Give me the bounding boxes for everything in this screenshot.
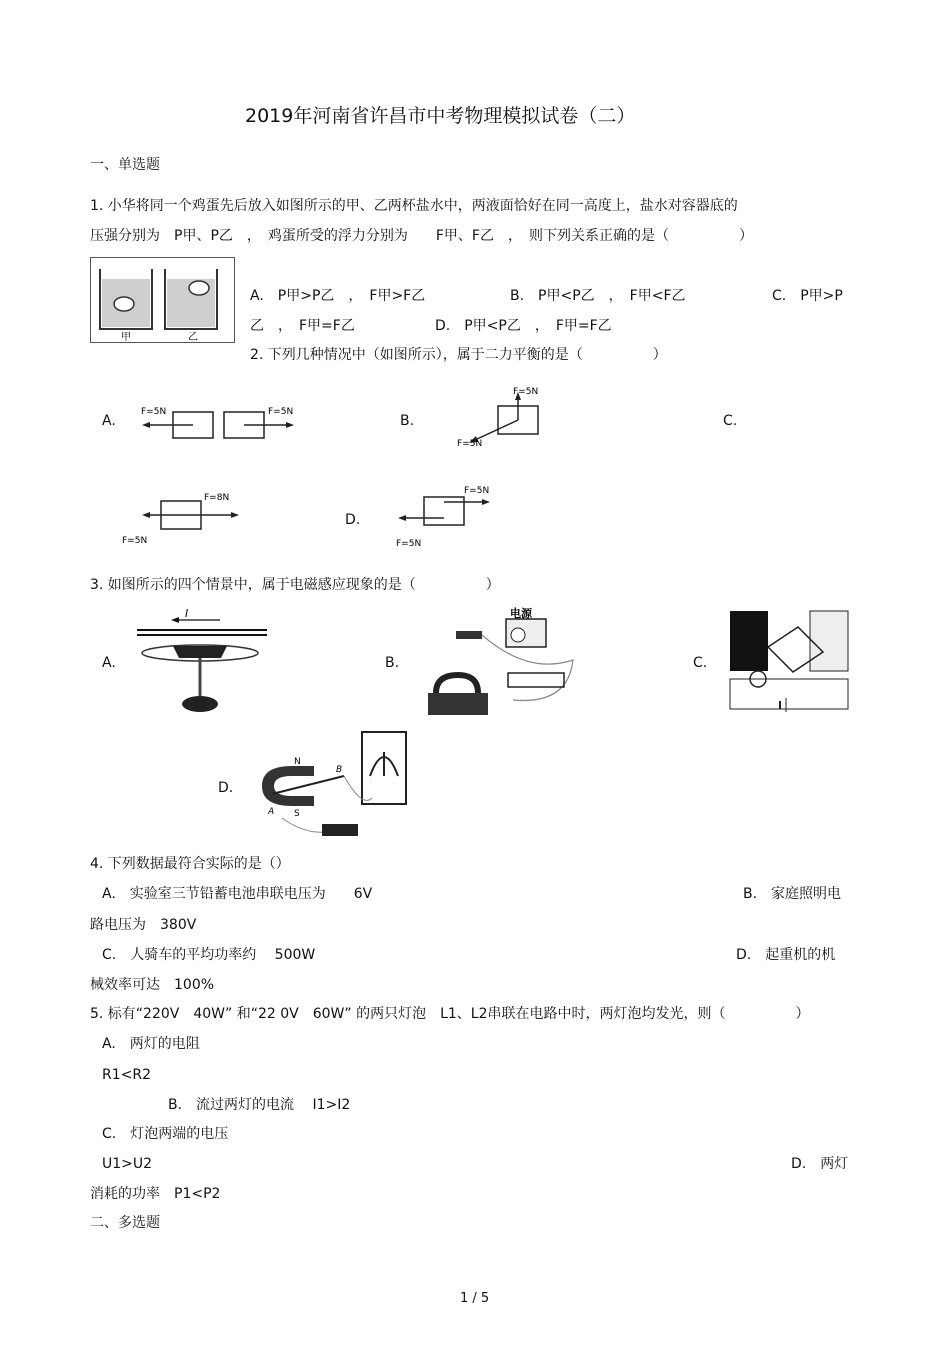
q1-beaker-figure: [90, 257, 235, 343]
q3-label-a[interactable]: A.: [102, 655, 116, 671]
q5-option-b[interactable]: B. 流过两灯的电流 I1>I2: [168, 1097, 351, 1113]
q5-option-c-part2[interactable]: U1>U2: [102, 1156, 153, 1172]
section-heading-single: 一、单选题: [90, 157, 160, 173]
q3-d-pole-n: N: [294, 757, 301, 767]
q4-option-c[interactable]: C. 人骑车的平均功率约 500W: [102, 947, 316, 963]
q1-option-c-part2[interactable]: 乙 ， F甲=F乙: [250, 318, 355, 334]
page-number: 1 / 5: [460, 1291, 490, 1306]
q2-a-force-right: F=5N: [268, 407, 294, 417]
q4-option-a[interactable]: A. 实验室三节铅蓄电池串联电压为 6V: [102, 886, 373, 902]
q1-option-c-part1[interactable]: C. P甲>P: [772, 288, 843, 304]
q5-option-d-part2[interactable]: 消耗的功率 P1<P2: [90, 1186, 221, 1202]
q5-option-a-part1[interactable]: A. 两灯的电阻: [102, 1036, 200, 1052]
q3-figure-c-generator: [728, 607, 850, 717]
q2-stem: 2. 下列几种情况中（如图所示），属于二力平衡的是（ ）: [250, 347, 667, 363]
q3-label-b[interactable]: B.: [385, 655, 400, 671]
q2-c-force-right: F=8N: [204, 493, 230, 503]
q3-d-label-a: A: [268, 807, 275, 817]
q5-option-d-part1[interactable]: D. 两灯: [791, 1156, 849, 1172]
q2-figure-b: [455, 382, 555, 452]
q2-b-force-up: F=5N: [513, 387, 539, 397]
q2-figure-a: [138, 402, 308, 447]
q1-fig-label-b: 乙: [188, 332, 198, 343]
q2-d-force-left: F=5N: [396, 539, 422, 549]
q3-label-d[interactable]: D.: [218, 780, 234, 796]
q4-option-d-part2[interactable]: 械效率可达 100%: [90, 977, 215, 993]
q3-figure-b-motor: [418, 605, 578, 719]
page-title: 2019年河南省许昌市中考物理模拟试卷（二）: [245, 105, 636, 127]
q3-b-power-label: 电源: [510, 607, 532, 620]
q1-option-b[interactable]: B. P甲<P乙 ， F甲<F乙: [510, 288, 686, 304]
q4-option-b-part2[interactable]: 路电压为 380V: [90, 917, 197, 933]
q3-label-c[interactable]: C.: [693, 655, 708, 671]
q1-fig-label-a: 甲: [121, 332, 131, 343]
q1-option-d[interactable]: D. P甲<P乙 ， F甲=F乙: [435, 318, 612, 334]
q2-c-force-left: F=5N: [122, 536, 148, 546]
q3-d-pole-s: S: [294, 809, 300, 819]
q3-figure-d-induction: [252, 728, 412, 844]
q5-option-a-part2[interactable]: R1<R2: [102, 1067, 151, 1083]
q1-option-a[interactable]: A. P甲>P乙 ， F甲>F乙: [250, 288, 426, 304]
q3-figure-a-oersted: [135, 606, 270, 718]
q4-option-d-part1[interactable]: D. 起重机的机: [736, 947, 836, 963]
q2-label-c[interactable]: C.: [723, 413, 738, 429]
q2-label-d[interactable]: D.: [345, 512, 361, 528]
q5-option-c-part1[interactable]: C. 灯泡两端的电压: [102, 1126, 229, 1142]
q2-figure-d: [392, 480, 522, 552]
q2-label-b[interactable]: B.: [400, 413, 415, 429]
q3-d-label-b: B: [336, 765, 343, 775]
q3-a-current-label: I: [185, 607, 189, 620]
q3-stem: 3. 如图所示的四个情景中，属于电磁感应现象的是（ ）: [90, 577, 500, 593]
section-heading-multi: 二、多选题: [90, 1215, 160, 1231]
q5-stem: 5. 标有“220V 40W” 和“22 0V 60W” 的两只灯泡 L1、L2串联在电路中时，两灯泡均发光，则（ ）: [90, 1006, 810, 1022]
q2-label-a[interactable]: A.: [102, 413, 116, 429]
q2-d-force-right: F=5N: [464, 486, 490, 496]
q2-b-force-down: F=5N: [457, 439, 483, 449]
q4-option-b-part1[interactable]: B. 家庭照明电: [743, 886, 842, 902]
q1-stem-line2: 压强分别为 P甲、P乙 ， 鸡蛋所受的浮力分别为 F甲、F乙 ， 则下列关系正确的是（ ）: [90, 228, 753, 244]
q2-figure-c: [118, 486, 248, 548]
q4-stem: 4. 下列数据最符合实际的是（）: [90, 856, 290, 872]
q1-stem-line1: 1. 小华将同一个鸡蛋先后放入如图所示的甲、乙两杯盐水中，两液面恰好在同一高度上，盐水对容器底的: [90, 198, 738, 214]
q2-a-force-left: F=5N: [141, 407, 167, 417]
